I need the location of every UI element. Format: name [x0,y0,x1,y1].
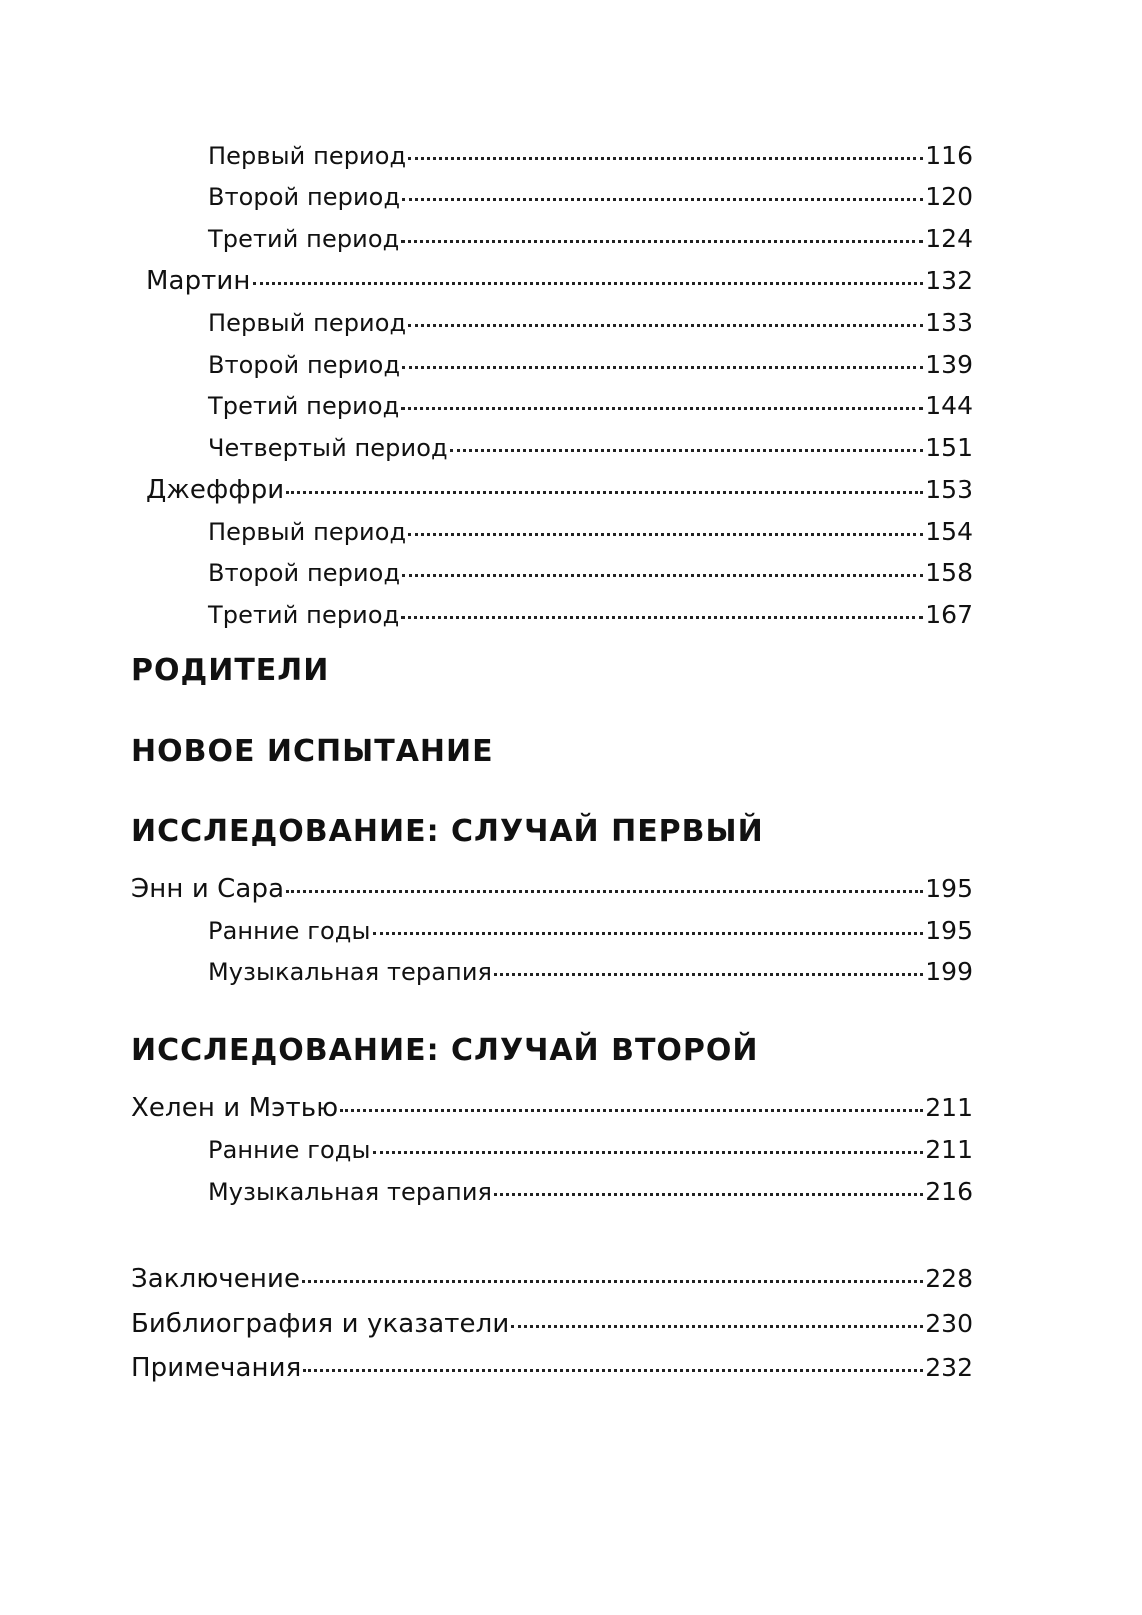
dot-leader [401,616,923,619]
toc-page-number: 139 [925,350,973,379]
dot-leader [511,1325,923,1328]
toc-page-number: 116 [925,141,973,170]
toc-entry-label: Второй период [208,351,401,379]
dot-leader [408,324,923,327]
toc-entry[interactable] [131,1309,973,1339]
toc-entry[interactable] [208,916,973,946]
dot-leader [402,574,923,577]
dot-leader [373,932,924,935]
toc-entry[interactable] [208,224,973,254]
toc-entry[interactable] [208,1177,973,1207]
dot-leader [494,973,923,976]
toc-entry[interactable] [208,182,973,212]
dot-leader [401,240,923,243]
toc-entry-label: Музыкальная терапия [208,1178,493,1206]
toc-entry-label: Третий период [208,601,400,629]
toc-page-number: 216 [925,1177,973,1206]
toc-entry-label: Ранние годы [208,917,371,945]
toc-page-number: 195 [925,874,973,903]
section-heading-case-one[interactable]: ИССЛЕДОВАНИЕ: СЛУЧАЙ ПЕРВЫЙ [131,814,764,849]
toc-page-number: 211 [925,1135,973,1164]
toc-entry-label: Ранние годы [208,1136,371,1164]
toc-entry[interactable] [131,1093,973,1123]
toc-page-number: 154 [925,517,973,546]
dot-leader [450,449,924,452]
dot-leader [340,1109,923,1112]
dot-leader [373,1151,924,1154]
toc-entry[interactable] [208,350,973,380]
dot-leader [494,1193,923,1196]
toc-page-number: 228 [925,1264,973,1293]
toc-entry[interactable] [208,391,973,421]
dot-leader [286,890,923,893]
toc-entry-label: Первый период [208,309,407,337]
toc-entry-label: Второй период [208,559,401,587]
toc-page-number: 158 [925,558,973,587]
toc-entry-label: Четвертый период [208,434,448,462]
toc-entry[interactable] [208,517,973,547]
toc-entry-label: Джеффри [146,475,285,505]
toc-entry[interactable] [146,475,973,505]
toc-entry[interactable] [131,874,973,904]
toc-entry[interactable] [146,266,973,296]
dot-leader [302,1280,923,1283]
dot-leader [408,533,923,536]
toc-entry-label: Мартин [146,266,251,296]
toc-entry[interactable] [208,141,973,171]
toc-page-number: 199 [925,957,973,986]
toc-entry-label: Хелен и Мэтью [131,1093,339,1123]
toc-entry[interactable] [208,1135,973,1165]
toc-entry[interactable] [208,957,973,987]
dot-leader [402,366,923,369]
toc-page-number: 132 [925,266,973,295]
toc-page-number: 120 [925,182,973,211]
dot-leader [402,198,923,201]
toc-entry-label: Заключение [131,1264,301,1294]
toc-entry[interactable] [208,308,973,338]
toc-page-number: 230 [925,1309,973,1338]
toc-page-number: 133 [925,308,973,337]
dot-leader [286,491,923,494]
section-heading-new-trial[interactable]: НОВОЕ ИСПЫТАНИЕ [131,734,494,769]
dot-leader [401,407,923,410]
dot-leader [253,282,924,285]
toc-page-number: 232 [925,1353,973,1382]
toc-entry-label: Музыкальная терапия [208,958,493,986]
toc-entry-label: Второй период [208,183,401,211]
toc-page-number: 151 [925,433,973,462]
toc-page-number: 167 [925,600,973,629]
toc-entry[interactable] [208,433,973,463]
toc-entry[interactable] [208,600,973,630]
toc-page-number: 124 [925,224,973,253]
toc-entry[interactable] [208,558,973,588]
toc-entry[interactable] [131,1353,973,1383]
section-heading-parents[interactable]: РОДИТЕЛИ [131,653,330,688]
toc-page-number: 144 [925,391,973,420]
toc-entry-label: Библиография и указатели [131,1309,510,1339]
toc-entry-label: Примечания [131,1353,302,1383]
toc-entry[interactable] [131,1264,973,1294]
toc-entry-label: Третий период [208,392,400,420]
toc-entry-label: Первый период [208,142,407,170]
toc-entry-label: Первый период [208,518,407,546]
dot-leader [303,1369,923,1372]
dot-leader [408,157,923,160]
toc-page-number: 195 [925,916,973,945]
toc-entry-label: Энн и Сара [131,874,285,904]
section-heading-case-two[interactable]: ИССЛЕДОВАНИЕ: СЛУЧАЙ ВТОРОЙ [131,1033,759,1068]
toc-page-number: 153 [925,475,973,504]
toc-entry-label: Третий период [208,225,400,253]
toc-page-number: 211 [925,1093,973,1122]
